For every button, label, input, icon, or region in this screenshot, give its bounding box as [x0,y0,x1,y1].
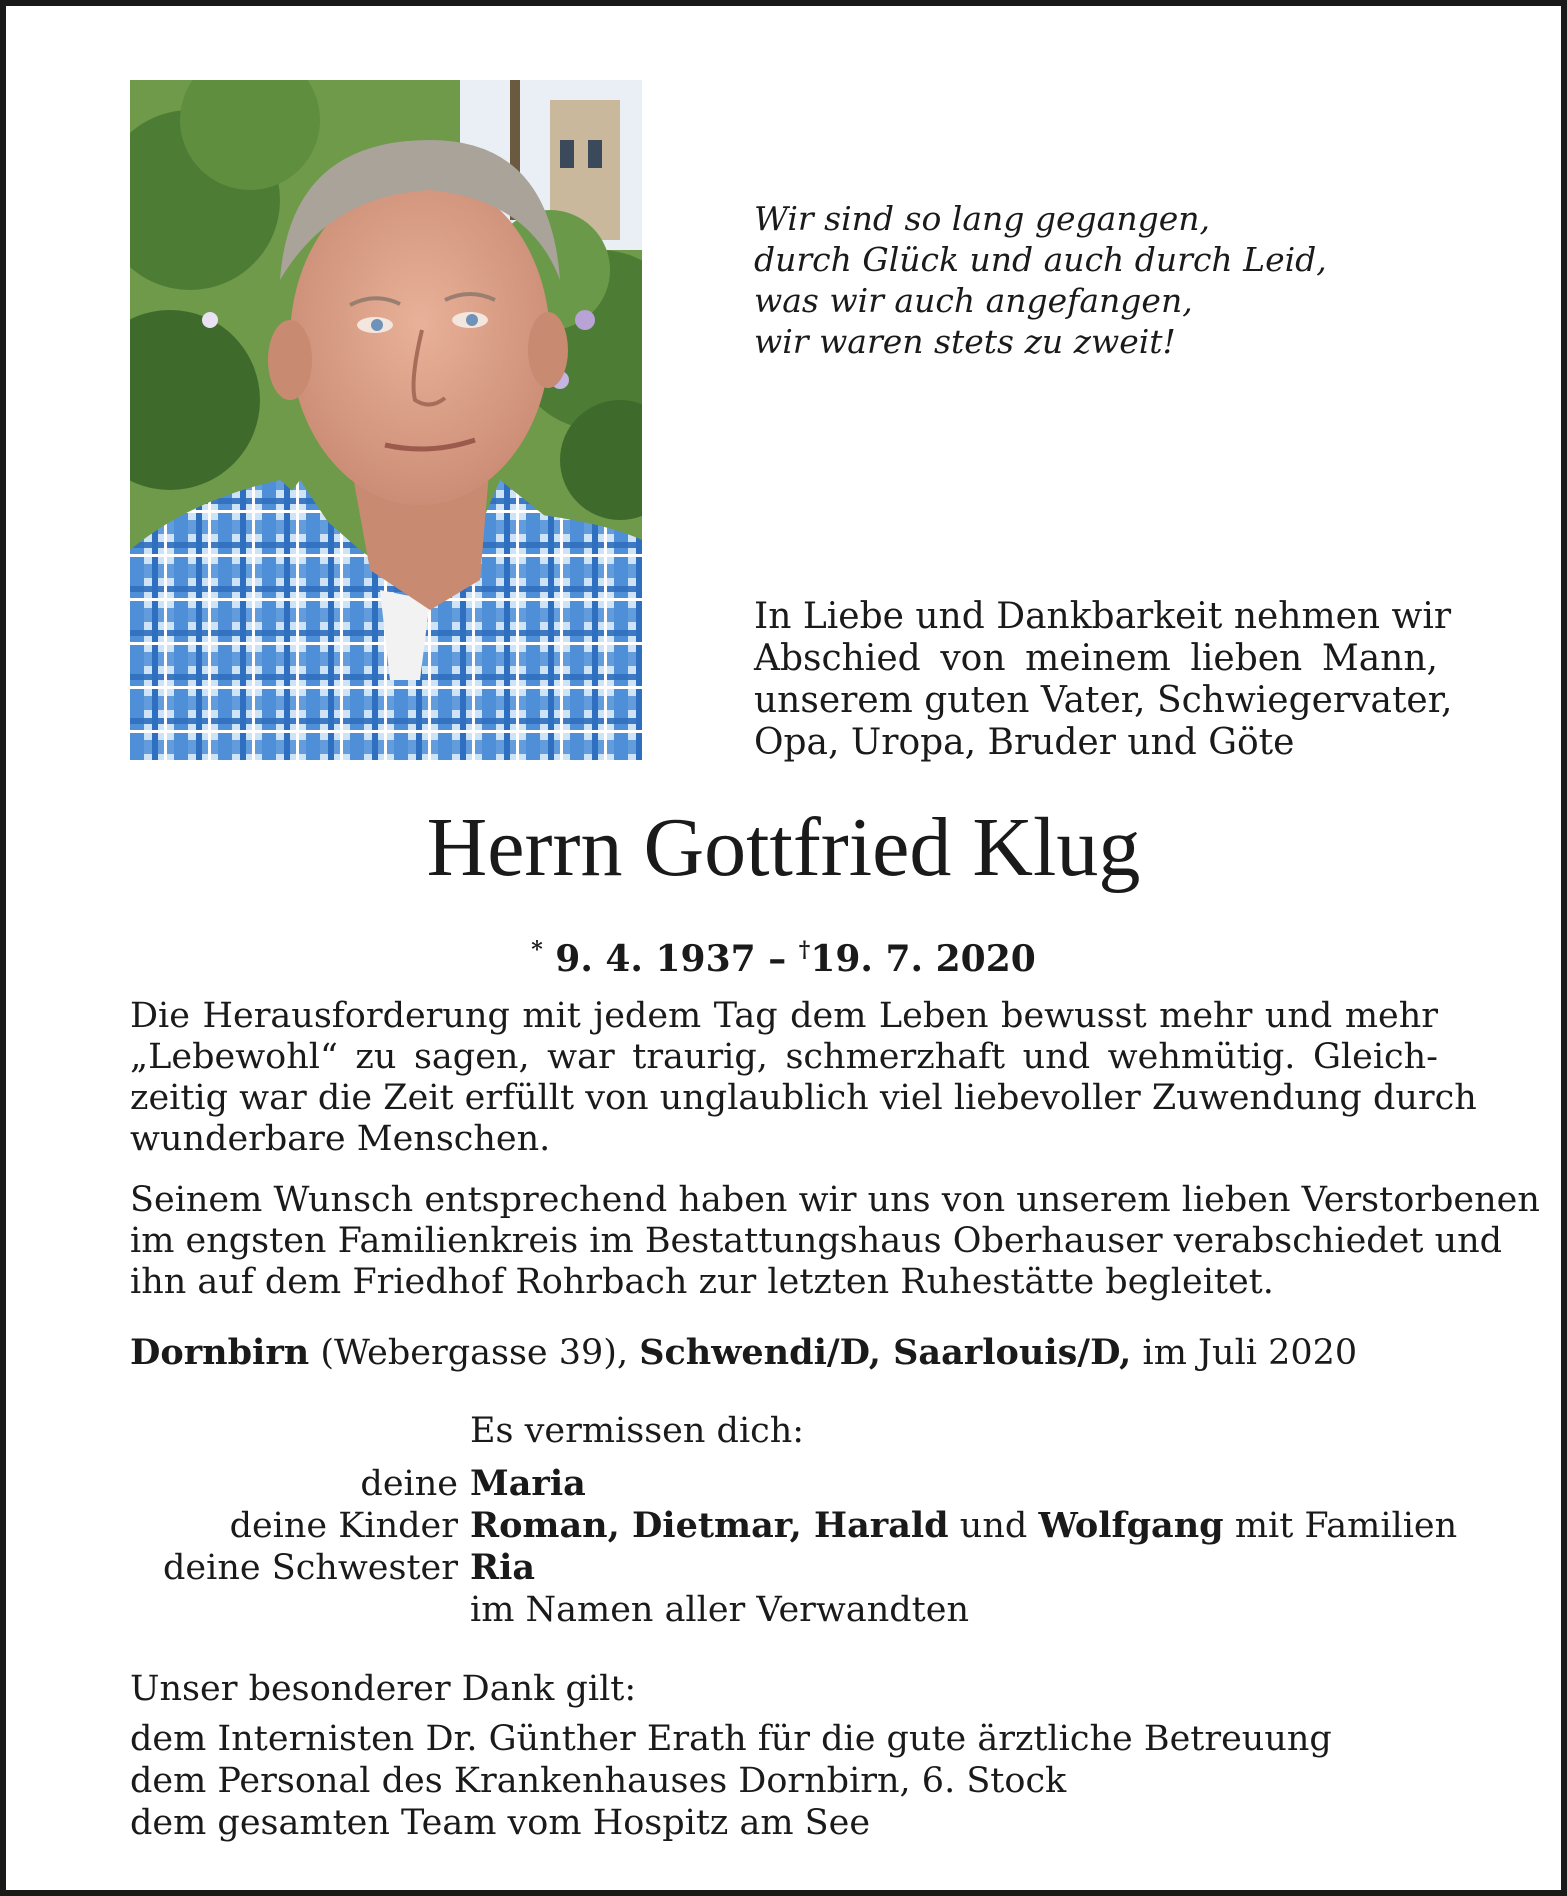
intro-line: Opa, Uropa, Bruder und Göte [754,722,1295,763]
poem-line: was wir auch angefangen, [754,281,1193,320]
with-families: mit Familien [1234,1506,1458,1546]
intro-line: unserem guten Vater, Schwiegervater, [754,680,1453,721]
conjunction: und [959,1506,1028,1546]
thanks-list [130,1718,1332,1844]
thanks-item: dem Internisten Dr. Günther Erath für die gute ärztliche Betreuung [130,1719,1332,1759]
paragraph-farewell [130,996,1477,1160]
missing-you-heading: Es vermissen dich: [470,1411,805,1451]
deceased-name: Herrn Gottfried Klug [426,801,1141,894]
poem [754,198,1327,362]
thanks-item: dem Personal des Krankenhauses Dornbirn, 6. Stock [130,1761,1067,1801]
birth-symbol: * [531,937,543,963]
intro-text [754,596,1453,764]
paragraph-line: wunderbare Menschen. [130,1119,551,1159]
relation-label: deine Schwester [163,1548,458,1588]
life-dates [0,928,1567,981]
relation-label: deine Kinder [229,1506,458,1546]
poem-line: durch Glück und auch durch Leid, [754,240,1327,279]
intro-line: Abschied von meinem lieben Mann, [754,638,1438,679]
wife-name: Maria [470,1463,586,1504]
poem-line: Wir sind so lang gegangen, [754,199,1211,238]
birth-date: 9. 4. 1937 [555,938,756,980]
relation-label: deine [360,1464,458,1504]
intro-line: In Liebe und Dankbarkeit nehmen wir [754,596,1452,637]
poem-line: wir waren stets zu zweit! [754,322,1176,361]
place-address: (Webergasse 39), [320,1333,629,1373]
children-names: Roman, Dietmar, Harald [470,1505,949,1546]
portrait-illustration [130,80,642,760]
place-city: Dornbirn [130,1332,310,1373]
last-child-name: Wolfgang [1038,1505,1224,1546]
place-date-line [130,1332,1357,1374]
place-others: Schwendi/D, Saarlouis/D, [639,1332,1132,1373]
portrait-photo [130,80,642,760]
death-date: 19. 7. 2020 [810,938,1036,980]
date-separator: – [768,938,787,980]
relatives-note: im Namen aller Verwandten [470,1590,969,1630]
signer-names [470,1505,1457,1547]
paragraph-line: im engsten Familienkreis im Bestattungshaus Oberhauser verabschiedet und [130,1221,1503,1261]
paragraph-line: Seinem Wunsch entsprechend haben wir uns von unserem lieben Verstorbenen [130,1180,1540,1220]
place-date: im Juli 2020 [1142,1333,1358,1373]
sister-name: Ria [470,1547,536,1588]
death-symbol: † [798,937,811,963]
paragraph-line: Die Herausforderung mit jedem Tag dem Leben bewusst mehr und mehr [130,996,1438,1036]
signer-names [470,1547,535,1589]
thanks-heading: Unser besonderer Dank gilt: [130,1669,637,1709]
paragraph-line: zeitig war die Zeit erfüllt von unglaublich viel liebevoller Zuwendung durch [130,1078,1477,1118]
paragraph-burial [130,1180,1540,1303]
paragraph-line: „Lebewohl“ zu sagen, war traurig, schmerzhaft und wehmütig. Gleich- [130,1037,1438,1077]
thanks-item: dem gesamten Team vom Hospitz am See [130,1803,871,1843]
signer-names [470,1463,586,1505]
paragraph-line: ihn auf dem Friedhof Rohrbach zur letzten Ruhestätte begleitet. [130,1262,1274,1302]
